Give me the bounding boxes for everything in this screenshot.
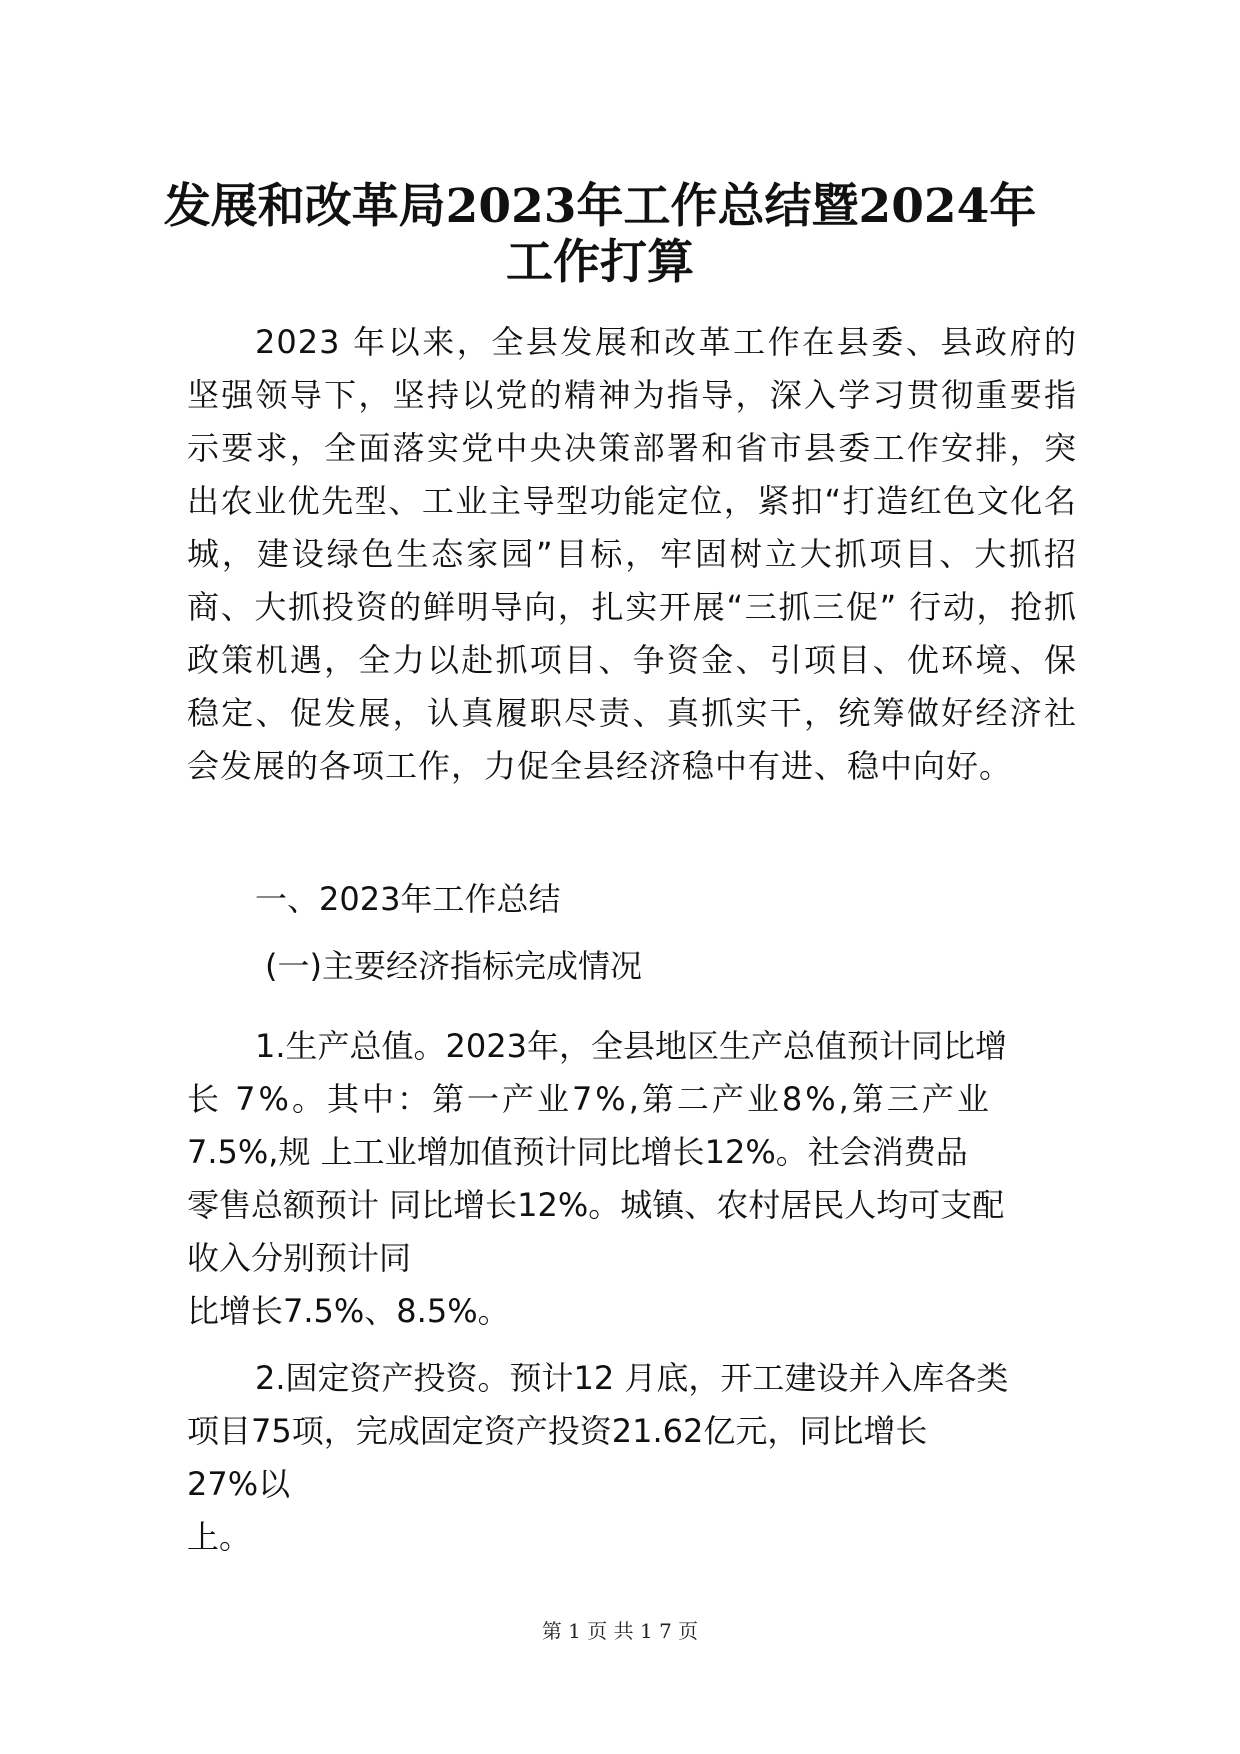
item-2-line: 27%以 <box>187 1465 291 1503</box>
item-1-line: 收入分别预计同 <box>187 1239 412 1277</box>
item-1-line: 零售总额预计 同比增长12%。城镇、农村居民人均可支配 <box>187 1186 1005 1224</box>
document-title-line-2: 工作打算 <box>506 235 694 290</box>
page-number: 第 1 页 共 1 7 页 <box>541 1619 699 1643</box>
document-title-line-1: 发展和改革局2023年工作总结暨2024年 <box>163 179 1037 234</box>
item-1-line: 长 7%。其中：第一产业7%,第二产业8%,第三产业 <box>187 1080 992 1118</box>
intro-paragraph: 2023 年以来，全县发展和改革工作在县委、县政府的坚强领导下，坚持以党的精神为指导，深入学习贯彻重要指示要求，全面落实党中央决策部署和省市县委工作安排，突出农业优先型、工业主导型功能定位，紧扣“打造红色文化名城，建设绿色生态家园”目标，牢固树立大抓项目、大抓招商、大抓投资的鲜明导向，扎实开展“三抓三促” 行动，抢抓政策机遇，全力以赴抓项目、争资金、引项目、优环境、保稳定、促发展，认真履职尽责、真抓实干，统筹做好经济社会发展的各项工作，力促全县经济稳中有进、稳中向好。 <box>187 323 1077 785</box>
item-2-line: 2.固定资产投资。预计12 月底，开工建设并入库各类 <box>255 1359 1009 1397</box>
item-1-line: 1.生产总值。2023年，全县地区生产总值预计同比增 <box>255 1027 1007 1065</box>
item-2-paragraph <box>187 1352 1077 1564</box>
item-1-paragraph <box>187 1020 1077 1338</box>
subsection-heading: (一)主要经济指标完成情况 <box>265 947 642 985</box>
item-1-line: 7.5%,规 上工业增加值预计同比增长12%。社会消费品 <box>187 1133 968 1171</box>
item-2-line: 上。 <box>187 1518 252 1556</box>
item-2-line: 项目75项，完成固定资产投资21.62亿元，同比增长 <box>187 1412 928 1450</box>
section-heading: 一、2023年工作总结 <box>255 880 561 918</box>
item-1-line: 比增长7.5%、8.5%。 <box>187 1292 510 1330</box>
